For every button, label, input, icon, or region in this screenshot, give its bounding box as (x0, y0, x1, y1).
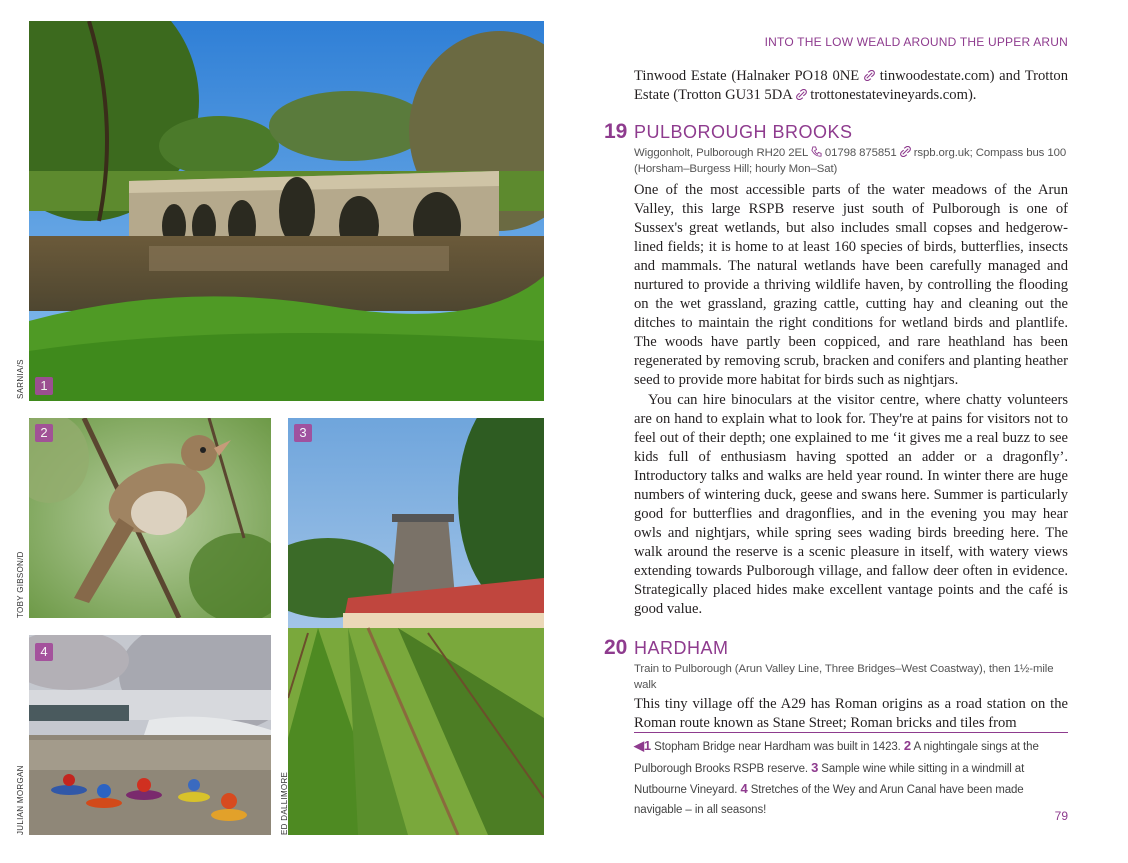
photo-nightingale (29, 418, 271, 618)
section-number: 20 (604, 636, 628, 659)
section-number: 19 (604, 120, 628, 143)
photo-badge: 1 (35, 377, 53, 395)
info-rest: ; Compass bus 100 (Horsham–Burgess Hill; hourly Mon–Sat) (634, 147, 1067, 175)
photo-credit: JULIAN MORGAN (16, 765, 25, 835)
page-number: 79 (1054, 809, 1068, 823)
paragraph-text: You can hire binoculars at the visitor centre, where chatty volunteers are on hand to explain what to look for. They're at pains for visitors not to feel out of their depth; one explained to me ‘it gives me a real buzz to see kids full of enthusiasm having spotted an adder or a dragonfly’. Introductory talks and walks are held year round. In winter there are huge numbers of wintering duck, geese and swans here. Summer is particularly good for butterflies and dragonflies, and in the evening you may hear owls and nightjars, while spring sees wading birds breeding here. The walk around the reserve is a scenic pleasure in itself, with watery views extending towards Pulborough village, and fallow deer often in evidence. Strategically placed hides make excellent vantage points and the café is good value. (634, 391, 1068, 618)
photo-credit: SARNIA/S (16, 359, 25, 399)
caption-text: Sample wine while sitting in a windmill at Nutbourne Vineyard. (634, 762, 1025, 796)
intro-text-2: ) and Trotton Estate (Trotton GU31 5DA (634, 68, 1068, 104)
photo-badge: 4 (35, 643, 53, 661)
section-paragraph (634, 391, 1068, 620)
photo-stopham-bridge (29, 21, 544, 401)
caption-arrow-icon: ◀ (634, 738, 644, 753)
caption-divider (634, 732, 1068, 733)
section-info (634, 145, 1068, 177)
caption-text: A nightingale sings at the Pulborough Brooks RSPB reserve. (634, 741, 1039, 775)
link-icon (864, 70, 875, 81)
caption-number: 4 (740, 781, 748, 796)
caption-text: Stopham Bridge near Hardham was built in 1423. (651, 741, 904, 753)
caption-number: 2 (903, 738, 912, 753)
info-phone: 01798 875851 (824, 147, 900, 159)
photo-windmill-vineyard (288, 418, 544, 835)
link-icon (900, 146, 911, 157)
link-rspb[interactable]: rspb.org.uk (913, 147, 970, 159)
section-paragraph: One of the most accessible parts of the water meadows of the Arun Valley, this large RSPB reserve just south of Pulborough is one of Sussex's great wetlands, but also includes small copses and hedgerow-lined fields; it is home to at least 160 species of birds, butterflies, insects and mammals. The natural wetlands have been carefully managed and nurtured to provide a thriving wildlife haven, by controlling the flooding on the wet grassland, grazing cattle, cutting hay and cleaning out the ditches to maintain the right conditions for wetland birds and plantlife. The woods have partly been coppiced, and rare heathland has been regenerated by removing scrub, bracken and conifers and planting heather seed to provide more habitat for birds such as nightjars. (634, 182, 1068, 389)
link-tinwood[interactable]: tinwoodestate.com (879, 68, 990, 84)
section-title: PULBOROUGH BROOKS (634, 122, 853, 142)
photo-credit: TOBY GIBSON/D (16, 551, 25, 618)
section-20-body (634, 661, 1068, 733)
intro-paragraph (634, 67, 1068, 105)
phone-icon (811, 146, 822, 157)
caption-number: 1 (643, 738, 652, 753)
section-info: Train to Pulborough (Arun Valley Line, Three Bridges–West Coastway), then 1½-mile walk (634, 663, 1054, 691)
section-19-body (634, 145, 1068, 619)
caption-text: Stretches of the Wey and Arun Canal have been made navigable – in all seasons! (634, 784, 1024, 816)
photo-badge: 3 (294, 424, 312, 442)
section-title: HARDHAM (634, 638, 729, 658)
photo-credit: ED DALLIMORE (280, 771, 289, 835)
section-paragraph: This tiny village off the A29 has Roman origins as a road station on the Roman route known as Stane Street; Roman bricks and tiles from (634, 696, 1068, 732)
photo-caption (634, 736, 1068, 820)
link-icon (796, 89, 807, 100)
intro-text: Tinwood Estate (Halnaker PO18 0NE (634, 68, 864, 84)
photo-canal-canoes (29, 635, 271, 835)
link-trotton[interactable]: trottonestatevineyards.com (810, 87, 968, 104)
running-head: INTO THE LOW WEALD AROUND THE UPPER ARUN (764, 35, 1068, 49)
photo-badge: 2 (35, 424, 53, 442)
info-address: Wiggonholt, Pulborough RH20 2EL (634, 147, 811, 159)
intro-text-3: ). (967, 87, 977, 104)
caption-number: 3 (811, 759, 819, 775)
